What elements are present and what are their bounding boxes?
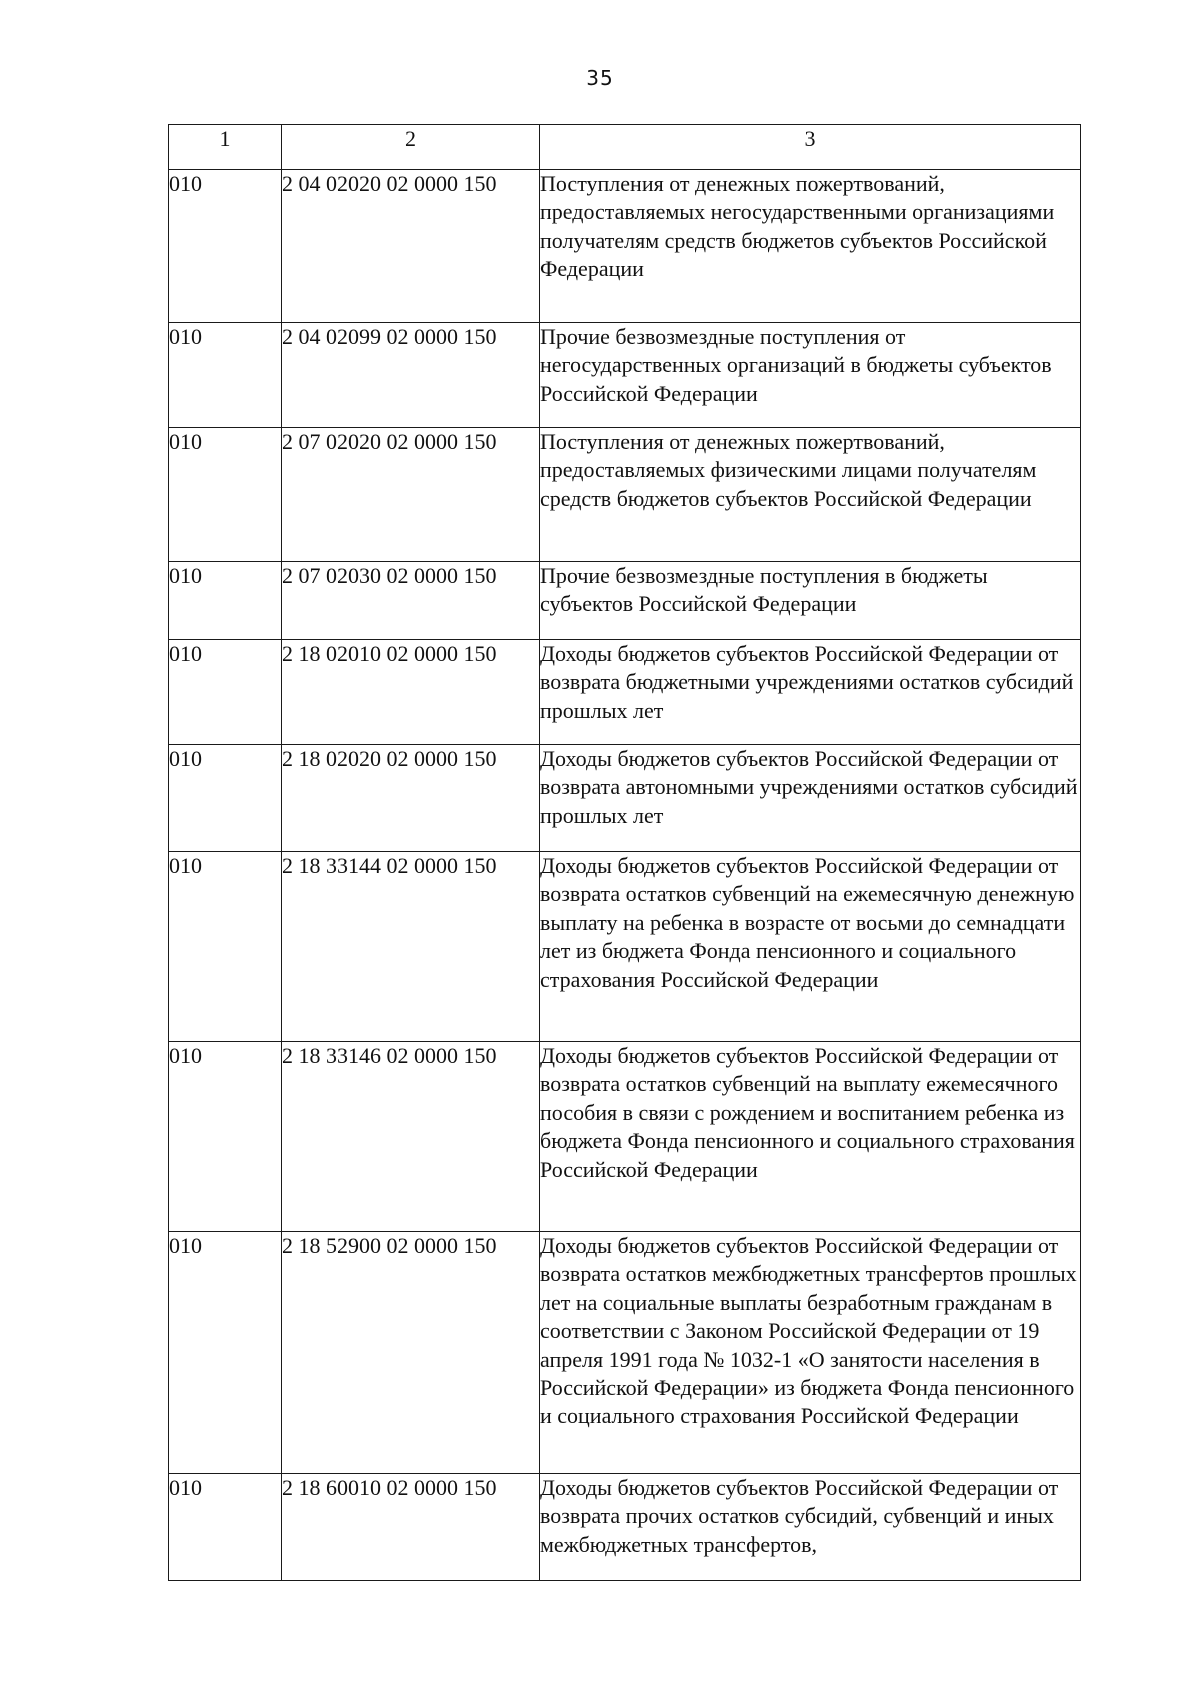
table-header-row — [169, 125, 1081, 170]
budget-classification-code: 2 18 60010 02 0000 150 — [282, 1474, 540, 1581]
table-row — [169, 1474, 1081, 1581]
budget-classification-code: 2 18 02010 02 0000 150 — [282, 640, 540, 745]
budget-classification-code: 2 18 33144 02 0000 150 — [282, 852, 540, 1042]
table-row — [169, 170, 1081, 323]
income-description: Доходы бюджетов субъектов Российской Федерации от возврата остатков субвенций на ежемесячную денежную выплату на ребенка в возрасте от восьми до семнадцати лет из бюджета Фонда пенсионного и социального страхования Российской Федерации — [540, 852, 1081, 1042]
table-row — [169, 323, 1081, 428]
budget-classification-code: 2 18 52900 02 0000 150 — [282, 1232, 540, 1474]
budget-classification-code: 2 07 02020 02 0000 150 — [282, 428, 540, 562]
admin-code: 010 — [169, 852, 282, 1042]
page-number: 35 — [586, 66, 614, 90]
admin-code: 010 — [169, 562, 282, 640]
table-row — [169, 852, 1081, 1042]
admin-code: 010 — [169, 1042, 282, 1232]
codes-table — [168, 124, 1081, 1581]
income-description: Доходы бюджетов субъектов Российской Федерации от возврата автономными учреждениями остатков субсидий прошлых лет — [540, 745, 1081, 852]
table-row — [169, 745, 1081, 852]
budget-classification-code: 2 18 02020 02 0000 150 — [282, 745, 540, 852]
budget-classification-code: 2 18 33146 02 0000 150 — [282, 1042, 540, 1232]
admin-code: 010 — [169, 323, 282, 428]
income-description: Поступления от денежных пожертвований, предоставляемых физическими лицами получателям средств бюджетов субъектов Российской Федерации — [540, 428, 1081, 562]
admin-code: 010 — [169, 745, 282, 852]
header-col-2: 2 — [282, 125, 540, 170]
income-description: Доходы бюджетов субъектов Российской Федерации от возврата остатков межбюджетных трансфертов прошлых лет на социальные выплаты безработным гражданам в соответствии с Законом Российской Федерации от 19 апреля 1991 года № 1032-1 «О занятости населения в Российской Федерации» из бюджета Фонда пенсионного и социального страхования Российской Федерации — [540, 1232, 1081, 1474]
income-description: Доходы бюджетов субъектов Российской Федерации от возврата прочих остатков субсидий, субвенций и иных межбюджетных трансфертов, — [540, 1474, 1081, 1581]
budget-classification-code: 2 04 02099 02 0000 150 — [282, 323, 540, 428]
income-description: Прочие безвозмездные поступления от негосударственных организаций в бюджеты субъектов Российской Федерации — [540, 323, 1081, 428]
admin-code: 010 — [169, 640, 282, 745]
table-row — [169, 428, 1081, 562]
admin-code: 010 — [169, 170, 282, 323]
income-description: Поступления от денежных пожертвований, предоставляемых негосударственными организациями получателям средств бюджетов субъектов Российской Федерации — [540, 170, 1081, 323]
table-row — [169, 562, 1081, 640]
admin-code: 010 — [169, 1232, 282, 1474]
header-col-1: 1 — [169, 125, 282, 170]
admin-code: 010 — [169, 428, 282, 562]
income-description: Доходы бюджетов субъектов Российской Федерации от возврата бюджетными учреждениями остатков субсидий прошлых лет — [540, 640, 1081, 745]
income-description: Прочие безвозмездные поступления в бюджеты субъектов Российской Федерации — [540, 562, 1081, 640]
table-row — [169, 1232, 1081, 1474]
income-description: Доходы бюджетов субъектов Российской Федерации от возврата остатков субвенций на выплату ежемесячного пособия в связи с рождением и воспитанием ребенка из бюджета Фонда пенсионного и социального страхования Российской Федерации — [540, 1042, 1081, 1232]
admin-code: 010 — [169, 1474, 282, 1581]
budget-classification-code: 2 07 02030 02 0000 150 — [282, 562, 540, 640]
table-row — [169, 1042, 1081, 1232]
header-col-3: 3 — [540, 125, 1081, 170]
budget-classification-code: 2 04 02020 02 0000 150 — [282, 170, 540, 323]
table-row — [169, 640, 1081, 745]
